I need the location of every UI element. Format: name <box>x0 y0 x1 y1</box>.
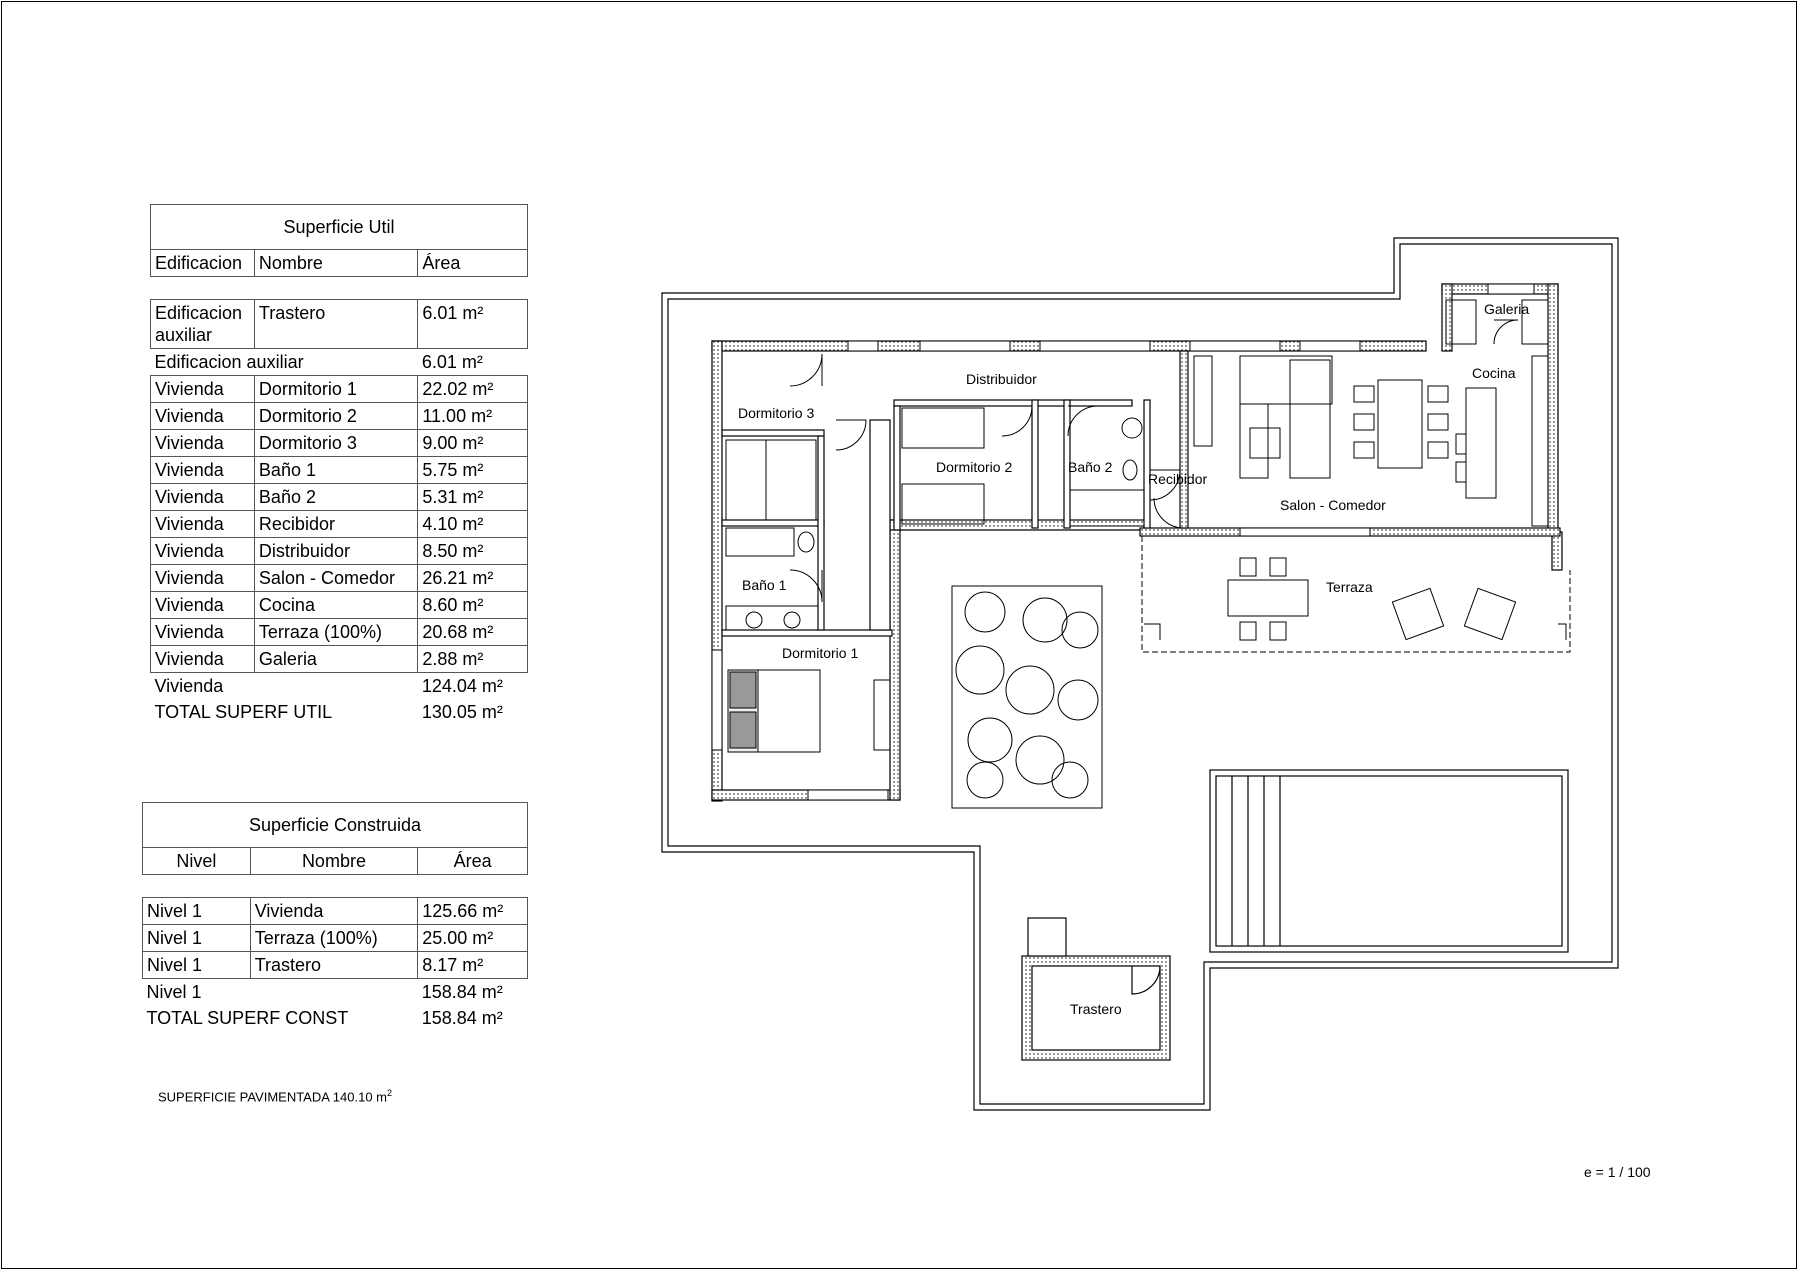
const-cell-area: 125.66 m² <box>418 898 528 925</box>
util-cell-edificacion: Vivienda <box>151 592 255 619</box>
living-furniture <box>1194 300 1548 526</box>
const-header-area: Área <box>418 848 528 875</box>
util-cell-area: 4.10 m² <box>418 511 528 538</box>
util-cell-edificacion: Vivienda <box>151 538 255 565</box>
room-labels <box>738 301 1529 1017</box>
const-cell-nombre: Terraza (100%) <box>250 925 418 952</box>
house-walls <box>712 284 1562 801</box>
util-cell-area: 22.02 m² <box>418 376 528 403</box>
util-cell-nombre: Cocina <box>254 592 417 619</box>
util-cell-edificacion: Vivienda <box>151 484 255 511</box>
label-terraza: Terraza <box>1326 579 1373 595</box>
util-cell-edificacion: Vivienda <box>151 403 255 430</box>
util-cell-edificacion: Vivienda <box>151 457 255 484</box>
garden-planter <box>952 586 1102 808</box>
label-trastero: Trastero <box>1070 1001 1122 1017</box>
util-header-nombre: Nombre <box>254 250 417 277</box>
util-cell-nombre: Terraza (100%) <box>254 619 417 646</box>
util-cell-area: 9.00 m² <box>418 430 528 457</box>
interior-partitions <box>722 400 1150 636</box>
util-cell-area: 8.50 m² <box>418 538 528 565</box>
util-aux-edificacion: Edificacion auxiliar <box>151 300 255 349</box>
util-cell-nombre: Dormitorio 3 <box>254 430 417 457</box>
util-cell-nombre: Galeria <box>254 646 417 673</box>
label-cocina: Cocina <box>1472 365 1516 381</box>
util-cell-area: 5.75 m² <box>418 457 528 484</box>
const-cell-area: 25.00 m² <box>418 925 528 952</box>
label-dormitorio2: Dormitorio 2 <box>936 459 1013 475</box>
const-total-area: 158.84 m² <box>421 1008 503 1028</box>
util-cell-edificacion: Vivienda <box>151 376 255 403</box>
const-title: Superficie Construida <box>143 803 528 848</box>
util-cell-area: 20.68 m² <box>418 619 528 646</box>
const-header-nivel: Nivel <box>143 848 251 875</box>
label-galeria: Galeria <box>1484 301 1530 317</box>
const-cell-nombre: Trastero <box>250 952 418 979</box>
pool <box>1210 770 1568 952</box>
util-title: Superficie Util <box>151 205 528 250</box>
util-header-edificacion: Edificacion <box>151 250 255 277</box>
util-cell-nombre: Recibidor <box>254 511 417 538</box>
util-total-label: TOTAL SUPERF UTIL <box>154 702 333 722</box>
const-subtotal-area: 158.84 m² <box>421 982 503 1002</box>
util-aux-area: 6.01 m² <box>418 300 528 349</box>
util-subtotal-label: Vivienda <box>154 676 224 696</box>
util-cell-area: 11.00 m² <box>418 403 528 430</box>
label-bano1: Baño 1 <box>742 577 787 593</box>
util-cell-area: 8.60 m² <box>418 592 528 619</box>
util-cell-area: 2.88 m² <box>418 646 528 673</box>
util-cell-area: 5.31 m² <box>418 484 528 511</box>
util-cell-edificacion: Vivienda <box>151 619 255 646</box>
const-cell-nivel: Nivel 1 <box>143 898 251 925</box>
paved-surface-sup: 2 <box>387 1088 393 1098</box>
label-recibidor: Recibidor <box>1148 471 1208 487</box>
scale-note: e = 1 / 100 <box>1584 1164 1651 1180</box>
util-header-area: Área <box>418 250 528 277</box>
util-total-area: 130.05 m² <box>421 702 503 722</box>
const-cell-nivel: Nivel 1 <box>143 952 251 979</box>
util-cell-edificacion: Vivienda <box>151 511 255 538</box>
const-total-label: TOTAL SUPERF CONST <box>146 1008 349 1028</box>
label-bano2: Baño 2 <box>1068 459 1113 475</box>
util-cell-nombre: Dormitorio 2 <box>254 403 417 430</box>
windows <box>712 284 1534 800</box>
storage-building <box>1022 918 1170 1060</box>
util-cell-nombre: Salon - Comedor <box>254 565 417 592</box>
const-header-nombre: Nombre <box>250 848 418 875</box>
util-aux-total-area: 6.01 m² <box>421 352 483 372</box>
const-subtotal-label: Nivel 1 <box>146 982 202 1002</box>
const-cell-nivel: Nivel 1 <box>143 925 251 952</box>
label-dormitorio1: Dormitorio 1 <box>782 645 859 661</box>
util-cell-edificacion: Vivienda <box>151 646 255 673</box>
util-cell-edificacion: Vivienda <box>151 565 255 592</box>
util-cell-nombre: Dormitorio 1 <box>254 376 417 403</box>
util-cell-nombre: Baño 1 <box>254 457 417 484</box>
util-subtotal-area: 124.04 m² <box>421 676 503 696</box>
const-cell-nombre: Vivienda <box>250 898 418 925</box>
util-cell-edificacion: Vivienda <box>151 430 255 457</box>
util-cell-nombre: Baño 2 <box>254 484 417 511</box>
label-salon: Salon - Comedor <box>1280 497 1386 513</box>
util-aux-nombre: Trastero <box>254 300 417 349</box>
util-cell-nombre: Distribuidor <box>254 538 417 565</box>
paved-surface-text: SUPERFICIE PAVIMENTADA 140.10 m <box>158 1089 388 1105</box>
util-cell-area: 26.21 m² <box>418 565 528 592</box>
label-dormitorio3: Dormitorio 3 <box>738 405 815 421</box>
util-aux-total-label: Edificacion auxiliar <box>154 352 304 372</box>
label-distribuidor: Distribuidor <box>966 371 1037 387</box>
const-cell-area: 8.17 m² <box>418 952 528 979</box>
